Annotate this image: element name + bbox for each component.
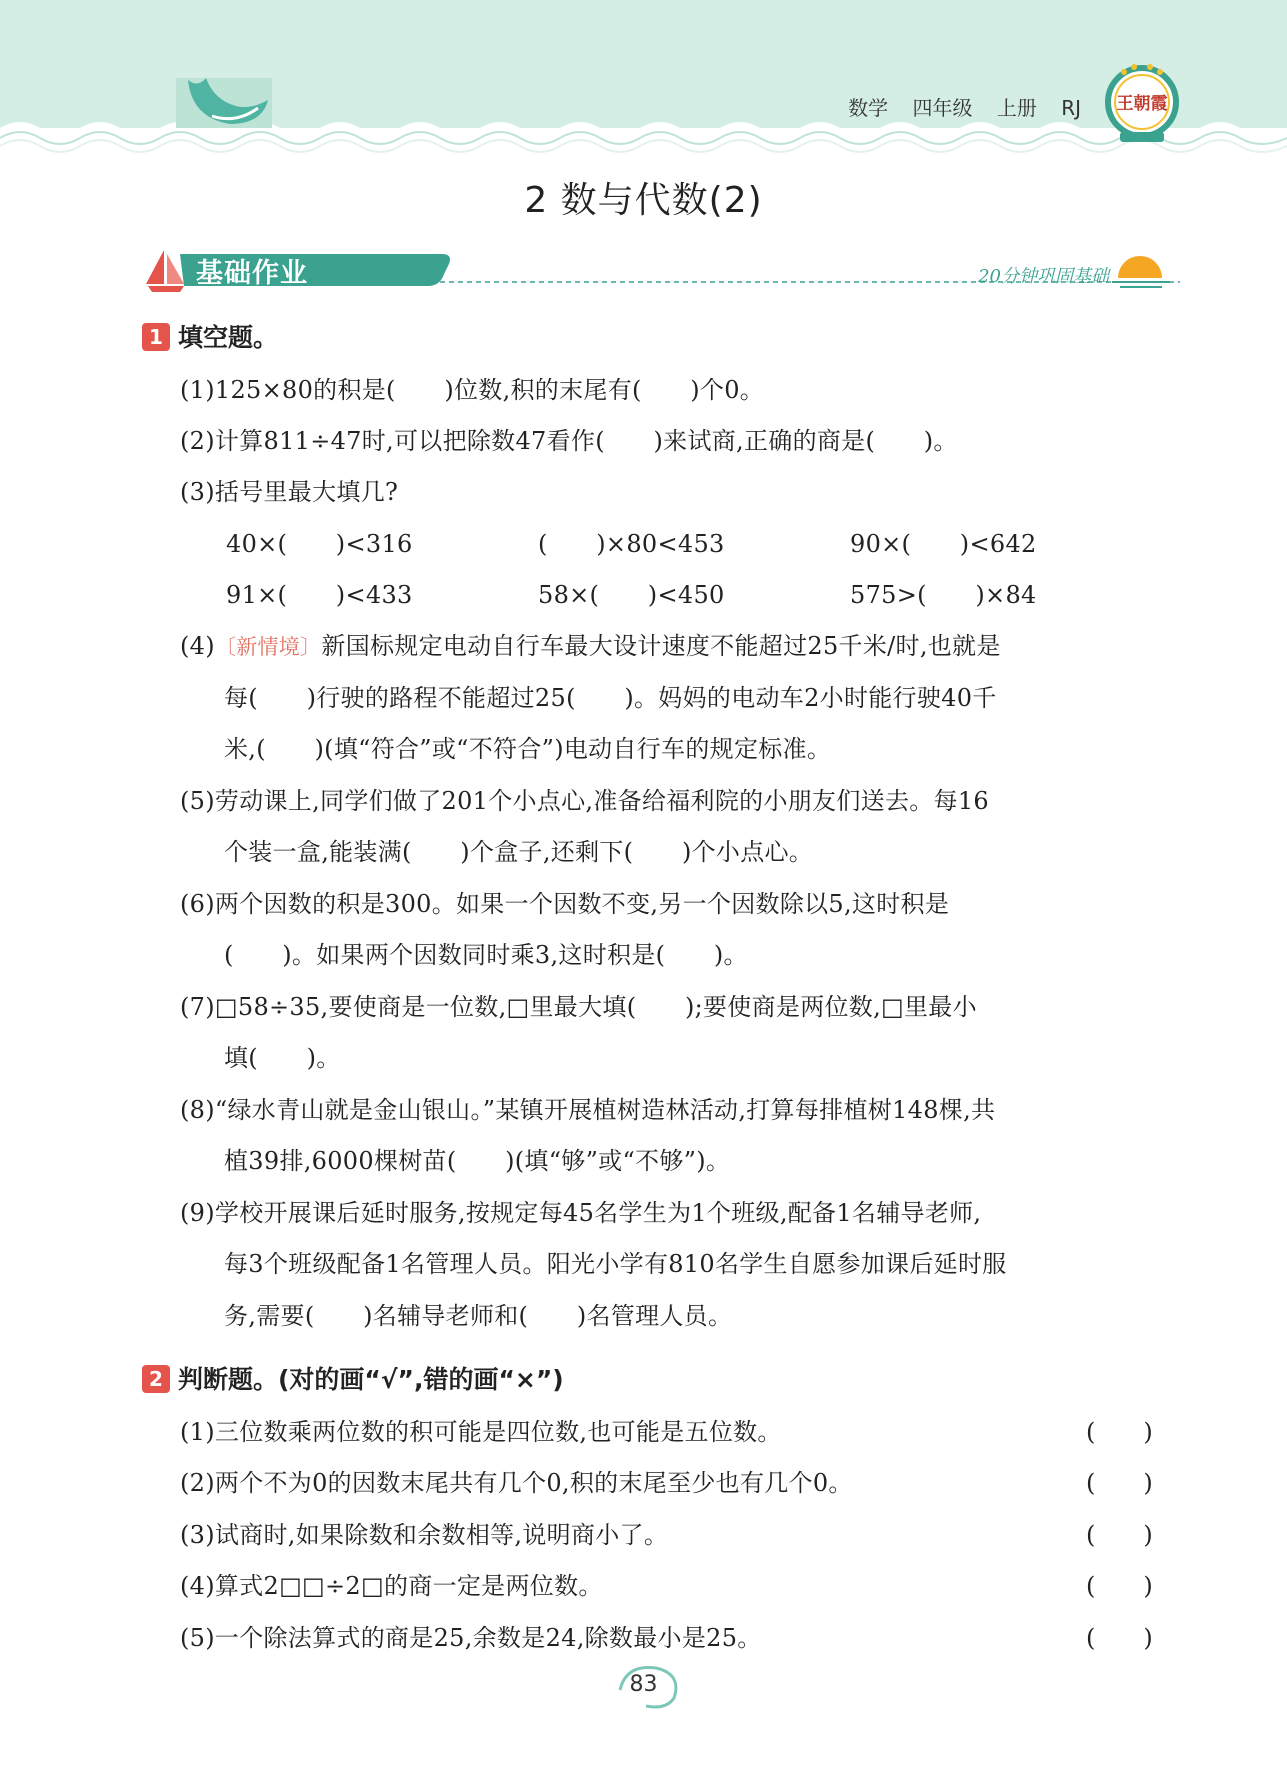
ineq-item: ( )×80<453 <box>538 530 725 558</box>
q1-line: 每( )行驶的路程不能超过25( )。妈妈的电动车2小时能行驶40千 <box>224 684 997 712</box>
ineq-item: 90×( )<642 <box>850 530 1037 558</box>
q2-heading <box>142 1360 564 1396</box>
q1-line: (2)计算811÷47时,可以把除数47看作( )来试商,正确的商是( )。 <box>180 427 958 455</box>
ineq-item: 58×( )<450 <box>538 581 725 609</box>
judge-item: (3)试商时,如果除数和余数相等,说明商小了。 <box>180 1521 669 1549</box>
judge-item: (4)算式2□□÷2□的商一定是两位数。 <box>180 1572 603 1600</box>
q1-number-badge: 1 <box>142 323 170 351</box>
sailboat-icon <box>146 250 184 292</box>
subject-label: 数学 <box>848 96 889 120</box>
answer-paren[interactable]: ( ) <box>1086 1521 1153 1549</box>
page-title: 2 数与代数(2) <box>524 180 763 221</box>
grade-label: 四年级 <box>912 96 973 120</box>
whale-icon <box>176 78 272 128</box>
ineq-item: 91×( )<433 <box>226 581 413 609</box>
q1-line: 植39排,6000棵树苗( )(填“够”或“不够”)。 <box>224 1147 731 1175</box>
q2-number-badge: 2 <box>142 1365 170 1393</box>
q1-item-text: 新国标规定电动自行车最大设计速度不能超过25千米/时,也就是 <box>321 632 1001 660</box>
judge-item: (1)三位数乘两位数的积可能是四位数,也可能是五位数。 <box>180 1418 782 1446</box>
q1-line: 填( )。 <box>224 1044 341 1072</box>
book-meta <box>830 92 1081 121</box>
q1-line: 每3个班级配备1名管理人员。阳光小学有810名学生自愿参加课后延时服 <box>224 1250 1007 1278</box>
q1-line: ( )。如果两个因数同时乘3,这时积是( )。 <box>224 941 748 969</box>
q1-heading-text: 填空题。 <box>178 323 279 352</box>
judge-item: (5)一个除法算式的商是25,余数是24,除数最小是25。 <box>180 1624 762 1652</box>
ineq-item: 575>( )×84 <box>850 581 1037 609</box>
q1-line <box>180 626 1001 661</box>
q1-line: (6)两个因数的积是300。如果一个因数不变,另一个因数除以5,这时积是 <box>180 890 950 918</box>
q1-heading <box>142 318 278 354</box>
new-context-tag: 〔新情境〕 <box>214 635 322 659</box>
q1-line: 个装一盒,能装满( )个盒子,还剩下( )个小点心。 <box>224 838 814 866</box>
q1-line: 米,( )(填“符合”或“不符合”)电动自行车的规定标准。 <box>224 735 832 763</box>
q1-line: (7)□58÷35,要使商是一位数,□里最大填( );要使商是两位数,□里最小 <box>180 993 977 1021</box>
q1-line: 务,需要( )名辅导老师和( )名管理人员。 <box>224 1302 733 1330</box>
q1-line: (3)括号里最大填几? <box>180 478 399 506</box>
q2-heading-text: 判断题。(对的画“√”,错的画“×”) <box>178 1365 564 1394</box>
q1-line: (5)劳动课上,同学们做了201个小点心,准备给福利院的小朋友们送去。每16 <box>180 787 989 815</box>
answer-paren[interactable]: ( ) <box>1086 1418 1153 1446</box>
sunset-icon <box>1112 256 1170 287</box>
q1-item-number: (4) <box>180 632 215 660</box>
edition-label: RJ <box>1061 96 1081 120</box>
answer-paren[interactable]: ( ) <box>1086 1572 1153 1600</box>
page-number: 83 <box>629 1672 658 1697</box>
section-note: 20分钟巩固基础 <box>978 266 1109 287</box>
brand-seal-text: 王朝霞 <box>1116 94 1168 114</box>
judge-item: (2)两个不为0的因数末尾共有几个0,积的末尾至少也有几个0。 <box>180 1469 853 1497</box>
q1-line: (9)学校开展课后延时服务,按规定每45名学生为1个班级,配备1名辅导老师, <box>180 1199 982 1227</box>
answer-paren[interactable]: ( ) <box>1086 1624 1153 1652</box>
ineq-item: 40×( )<316 <box>226 530 413 558</box>
header-wave-band <box>0 0 1287 160</box>
section-label: 基础作业 <box>196 258 308 289</box>
volume-label: 上册 <box>996 96 1037 120</box>
brand-seal-logo <box>1102 58 1182 148</box>
q1-line: (1)125×80的积是( )位数,积的末尾有( )个0。 <box>180 376 765 404</box>
answer-paren[interactable]: ( ) <box>1086 1469 1153 1497</box>
q1-line: (8)“绿水青山就是金山银山。”某镇开展植树造林活动,打算每排植树148棵,共 <box>180 1096 996 1124</box>
